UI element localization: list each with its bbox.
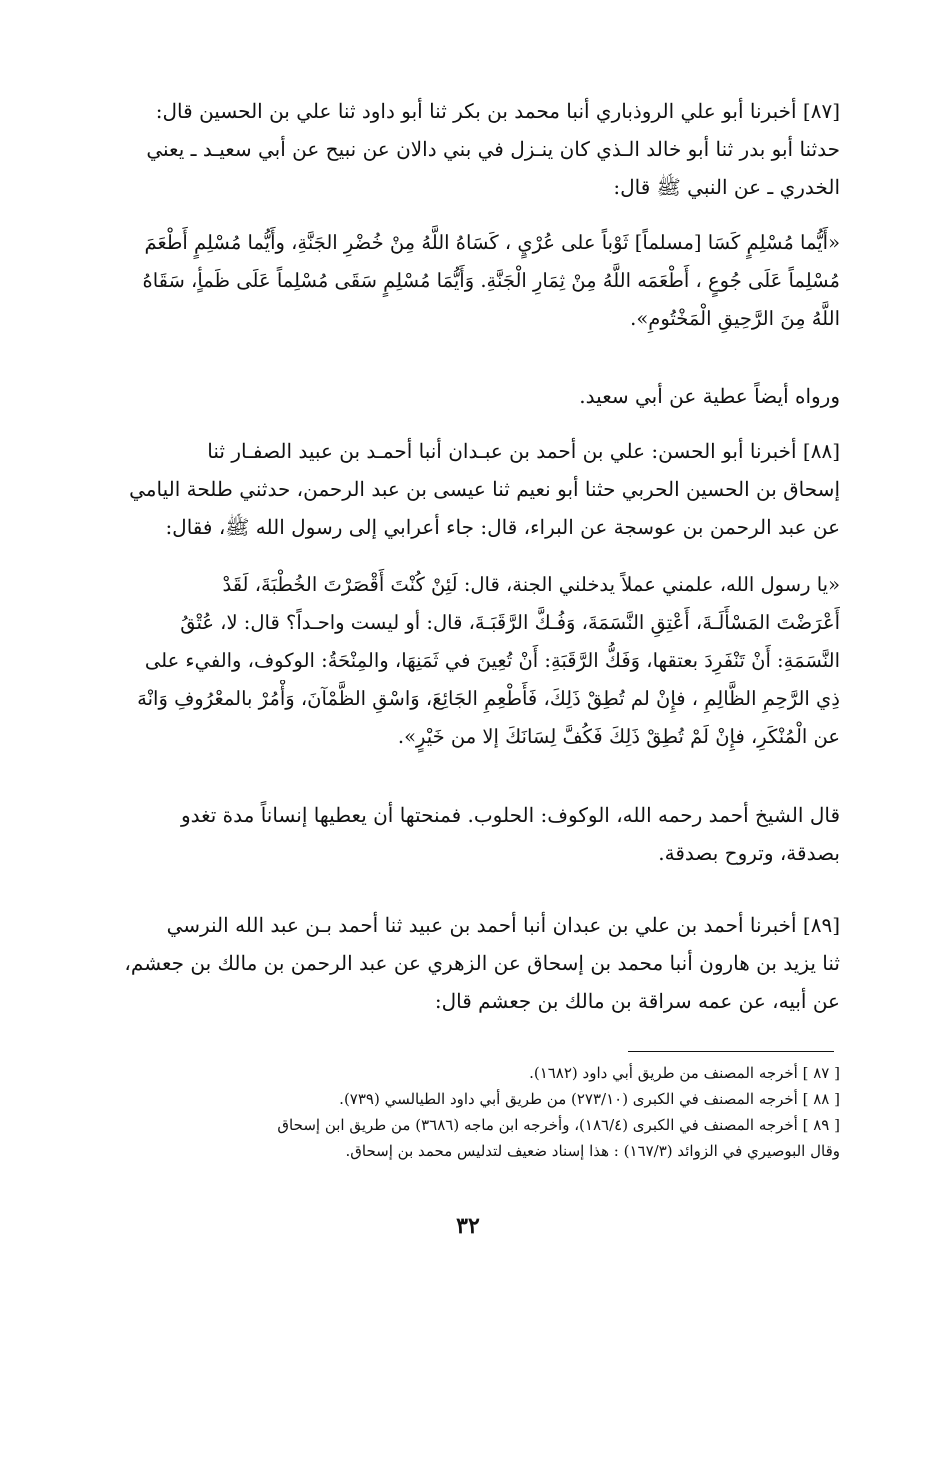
text-line: عن أبيه، عن عمه سراقة بن مالك بن جعشم قال: <box>434 989 840 1013</box>
text-line: ذِي الرَّحِمِ الظَّالِمِ ، فإِنْ لم تُطِقْ ذَلِكَ، فَأَطْعِمِ الجَائِعَ، وَاسْقِ الظَّمْآنَ، وَأْمُرْ بالمعْرُوفِ وَانْهَ <box>137 687 840 710</box>
text-line: ورواه أيضاً عطية عن أبي سعيد. <box>579 384 840 408</box>
footnote-88: [ ٨٨ ] أخرجه المصنف في الكبرى (٢٧٣/١٠) من طريق أبي داود الطيالسي (٧٣٩). <box>339 1090 840 1108</box>
text-line: [٨٩] أخبرنا أحمد بن علي بن عبدان أنبا أحمد بن عبيد ثنا أحمد بـن عبد الله النرسي <box>166 913 840 937</box>
text-line: اللَّهُ مِنَ الرَّحِيقِ الْمَخْتُومِ». <box>630 307 840 330</box>
text-line: «يا رسول الله، علمني عملاً يدخلني الجنة، قال: لَئِنْ كُنْتَ أَقْصَرْتَ الخُطْبَةَ، لَقَدْ <box>222 573 840 596</box>
hadith-88-text <box>84 566 840 756</box>
text-line: ثنا يزيد بن هارون أنبا محمد بن إسحاق عن الزهري عن عبد الرحمن بن مالك بن جعشم، <box>124 951 840 975</box>
text-line: [٨٨] أخبرنا أبو الحسن: علي بن أحمد بن عبـدان أنبا أحمـد بن عبيد الصفـار ثنا <box>207 439 840 463</box>
text-line: عن الْمُنْكَرِ، فإِنْ لَمْ تُطِقْ ذَلِكَ فَكُفَّ لِسَانَكَ إلا من خَيْرٍ». <box>397 725 840 748</box>
text-line: عن عبد الرحمن بن عوسجة عن البراء، قال: جاء أعرابي إلى رسول الله ﷺ، فقال: <box>165 515 840 539</box>
hadith-88-isnad <box>84 432 840 546</box>
footnotes <box>84 1060 840 1164</box>
page-number: ٣٢ <box>456 1213 480 1239</box>
text-line: النَّسَمَةِ: أَنْ تَنْفَرِدَ بعتقها، وَفَكُّ الرَّقَبَةِ: أَنْ تُعِينَ في ثَمَنِهَا، والمِنْحَةُ: الوكوف، والفيء على <box>144 649 840 672</box>
text-line: «أَيُّما مُسْلِمٍ كَسَا [مسلماً] ثَوْباً على عُرْيٍ ، كَسَاهُ اللَّهُ مِنْ خُضْرِ الجَنَّةِ، وأَيُّما مُسْلِمٍ أَطْعَمَ <box>144 231 840 254</box>
text-line: حدثنا أبو بدر ثنا أبو خالد الـذي كان ينـزل في بني دالان عن نبيح عن أبي سعيـد ـ يعني <box>146 137 840 161</box>
text-line: بصدقة، وتروح بصدقة. <box>658 841 840 865</box>
hadith-89-isnad <box>84 906 840 1020</box>
hadith-87-text <box>84 224 840 338</box>
text-line: أَعْرَضْتَ المَسْأَلَـةَ، أَعْتِقِ النَّسَمَةَ، وَفُـكَّ الرَّقَبَـةَ، قال: أو ليست واحـداً؟ قال: لا، عُتْقُ <box>180 611 840 634</box>
footnote-89-continued: وقال البوصيري في الزوائد (١٦٧/٣) : هذا إسناد ضعيف لتدليس محمد بن إسحاق. <box>345 1142 840 1160</box>
text-line: الخدري ـ عن النبي ﷺ قال: <box>613 175 840 199</box>
footnote-87: [ ٨٧ ] أخرجه المصنف من طريق أبي داود (١٦٨٢). <box>529 1064 840 1082</box>
text-line: [٨٧] أخبرنا أبو علي الروذباري أنبا محمد بن بكر ثنا أبو داود ثنا علي بن الحسين قال: <box>155 99 840 123</box>
text-line: قال الشيخ أحمد رحمه الله، الوكوف: الحلوب. فمنحتها أن يعطيها إنساناً مدة تغدو <box>180 803 840 827</box>
text-line: مُسْلِماً عَلَى جُوعٍ ، أَطْعَمَه اللَّهُ مِنْ ثِمَارِ الْجَنَّةِ. وَأَيُّمَا مُسْلِمٍ سَقَى مُسْلِماً عَلَى ظَمأٍ، سَقَاهُ <box>142 269 840 292</box>
author-note <box>84 796 840 872</box>
footnote-89: [ ٨٩ ] أخرجه المصنف في الكبرى (١٨٦/٤)، وأخرجه ابن ماجه (٣٦٨٦) من طريق ابن إسحاق <box>277 1116 840 1134</box>
footnote-divider <box>628 1051 834 1052</box>
hadith-87-note <box>84 377 840 415</box>
text-line: إسحاق بن الحسين الحربي حثنا أبو نعيم ثنا عيسى بن عبد الرحمن، حدثني طلحة اليامي <box>129 477 840 501</box>
hadith-87-isnad <box>84 92 840 206</box>
